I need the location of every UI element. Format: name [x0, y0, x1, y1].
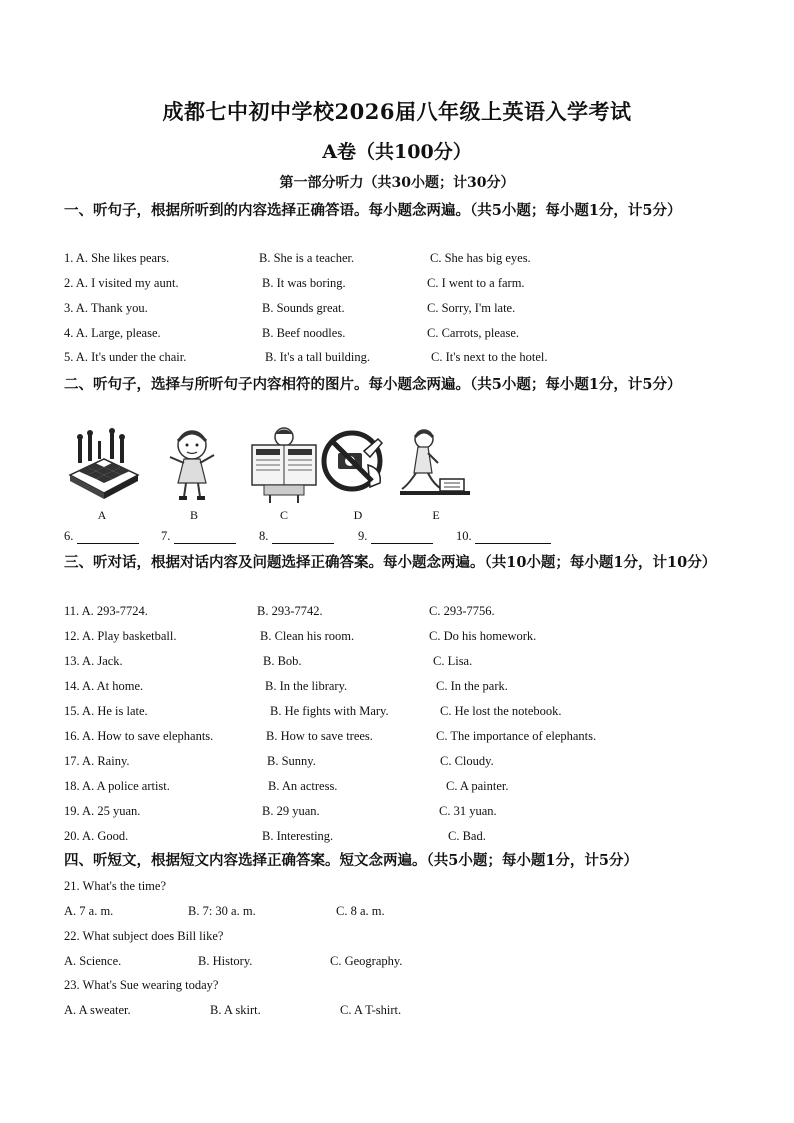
option-a: 16. A. How to save elephants.: [64, 729, 214, 743]
option-c: C. 8 a. m.: [336, 904, 385, 918]
section2-heading: 二、听句子，选择与所听句子内容相符的图片。每小题念两遍。（共5小题；每小题1分，计5分）: [64, 376, 682, 393]
option-a: 17. A. Rainy.: [64, 754, 130, 768]
option-b: B. Beef noodles.: [262, 326, 346, 340]
option-c: C. I went to a farm.: [427, 276, 525, 290]
option-b: B. An actress.: [268, 779, 338, 793]
blank-number: 10.: [456, 529, 472, 543]
answer-line[interactable]: [77, 531, 139, 544]
option-a: A. 7 a. m.: [64, 904, 114, 918]
option-a: 5. A. It's under the chair.: [64, 350, 187, 364]
option-a: 4. A. Large, please.: [64, 326, 161, 340]
option-b: B. He fights with Mary.: [270, 704, 389, 718]
blank-7[interactable]: [161, 529, 236, 544]
answer-line[interactable]: [272, 531, 334, 544]
option-c: C. He lost the notebook.: [440, 704, 562, 718]
picture-label: C: [279, 508, 288, 522]
option-b: B. 29 yuan.: [262, 804, 320, 818]
newspaper-reader-icon: [246, 425, 322, 507]
option-a: A. A sweater.: [64, 1003, 131, 1017]
option-a: 2. A. I visited my aunt.: [64, 276, 179, 290]
blank-number: 6.: [64, 529, 74, 543]
girl-icon: [156, 425, 232, 507]
blank-10[interactable]: [456, 529, 551, 544]
no-photo-sign-icon: [320, 425, 396, 507]
option-a: 11. A. 293-7724.: [64, 604, 148, 618]
option-a: 13. A. Jack.: [64, 654, 123, 668]
paper-title: A卷（共100分）: [322, 141, 472, 163]
option-c: C. 31 yuan.: [439, 804, 497, 818]
blank-8[interactable]: [259, 529, 334, 544]
option-c: C. The importance of elephants.: [436, 729, 597, 743]
option-b: B. Bob.: [263, 654, 302, 668]
section4-heading: 四、听短文，根据短文内容选择正确答案。短文念两遍。（共5小题；每小题1分，计5分）: [64, 852, 639, 869]
section3-heading: 三、听对话，根据对话内容及问题选择正确答案。每小题念两遍。（共10小题；每小题1分，计10分）: [64, 554, 717, 571]
option-b: B. In the library.: [265, 679, 348, 693]
blank-number: 7.: [161, 529, 171, 543]
exam-title: 成都七中初中学校2026届八年级上英语入学考试: [162, 99, 632, 124]
option-a: A. Science.: [64, 954, 122, 968]
option-b: B. A skirt.: [210, 1003, 261, 1017]
picture-d: [320, 425, 396, 523]
option-b: B. History.: [198, 954, 253, 968]
option-b: B. Sunny.: [267, 754, 316, 768]
option-c: C. A painter.: [446, 779, 509, 793]
question-text: 22. What subject does Bill like?: [64, 929, 224, 943]
question-text: 23. What's Sue wearing today?: [64, 978, 219, 992]
option-a: 3. A. Thank you.: [64, 301, 148, 315]
picture-b: [156, 425, 232, 523]
picture-a: [64, 425, 140, 523]
answer-line[interactable]: [174, 531, 236, 544]
option-c: C. Do his homework.: [429, 629, 537, 643]
answer-line[interactable]: [475, 531, 551, 544]
blank-6[interactable]: [64, 529, 139, 544]
option-c: C. 293-7756.: [429, 604, 495, 618]
option-a: 19. A. 25 yuan.: [64, 804, 141, 818]
picture-options: [64, 425, 514, 523]
section1-heading: 一、听句子，根据所听到的内容选择正确答语。每小题念两遍。（共5小题；每小题1分，计5分）: [64, 202, 682, 219]
option-c: C. Sorry, I'm late.: [427, 301, 516, 315]
picture-e: [398, 425, 474, 523]
option-b: B. 7: 30 a. m.: [188, 904, 256, 918]
question-text: 21. What's the time?: [64, 879, 166, 893]
part-title: 第一部分听力（共30小题；计30分）: [279, 175, 515, 191]
option-c: C. Cloudy.: [440, 754, 494, 768]
option-b: B. Sounds great.: [262, 301, 345, 315]
picture-label: A: [97, 508, 107, 522]
option-b: B. Interesting.: [262, 829, 334, 843]
option-b: B. Clean his room.: [260, 629, 355, 643]
picture-label: D: [353, 508, 363, 522]
option-c: C. In the park.: [436, 679, 508, 693]
option-c: C. It's next to the hotel.: [431, 350, 548, 364]
option-c: C. Bad.: [448, 829, 486, 843]
option-b: B. How to save trees.: [266, 729, 373, 743]
option-a: 20. A. Good.: [64, 829, 129, 843]
option-a: 15. A. He is late.: [64, 704, 148, 718]
option-b: B. It's a tall building.: [265, 350, 371, 364]
chessboard-icon: [64, 425, 140, 507]
option-c: C. She has big eyes.: [430, 251, 531, 265]
option-b: B. She is a teacher.: [259, 251, 355, 265]
option-c: C. Carrots, please.: [427, 326, 519, 340]
option-a: 1. A. She likes pears.: [64, 251, 170, 265]
option-c: C. Geography.: [330, 954, 403, 968]
picture-label: E: [432, 508, 440, 522]
option-a: 18. A. A police artist.: [64, 779, 170, 793]
option-c: C. Lisa.: [433, 654, 473, 668]
option-b: B. 293-7742.: [257, 604, 323, 618]
picture-c: [246, 425, 322, 523]
girl-reading-icon: [398, 425, 474, 507]
blank-9[interactable]: [358, 529, 433, 544]
option-b: B. It was boring.: [262, 276, 346, 290]
blank-number: 8.: [259, 529, 269, 543]
option-a: 12. A. Play basketball.: [64, 629, 177, 643]
picture-label: B: [189, 508, 198, 522]
answer-line[interactable]: [371, 531, 433, 544]
option-c: C. A T-shirt.: [340, 1003, 402, 1017]
option-a: 14. A. At home.: [64, 679, 144, 693]
blank-number: 9.: [358, 529, 368, 543]
